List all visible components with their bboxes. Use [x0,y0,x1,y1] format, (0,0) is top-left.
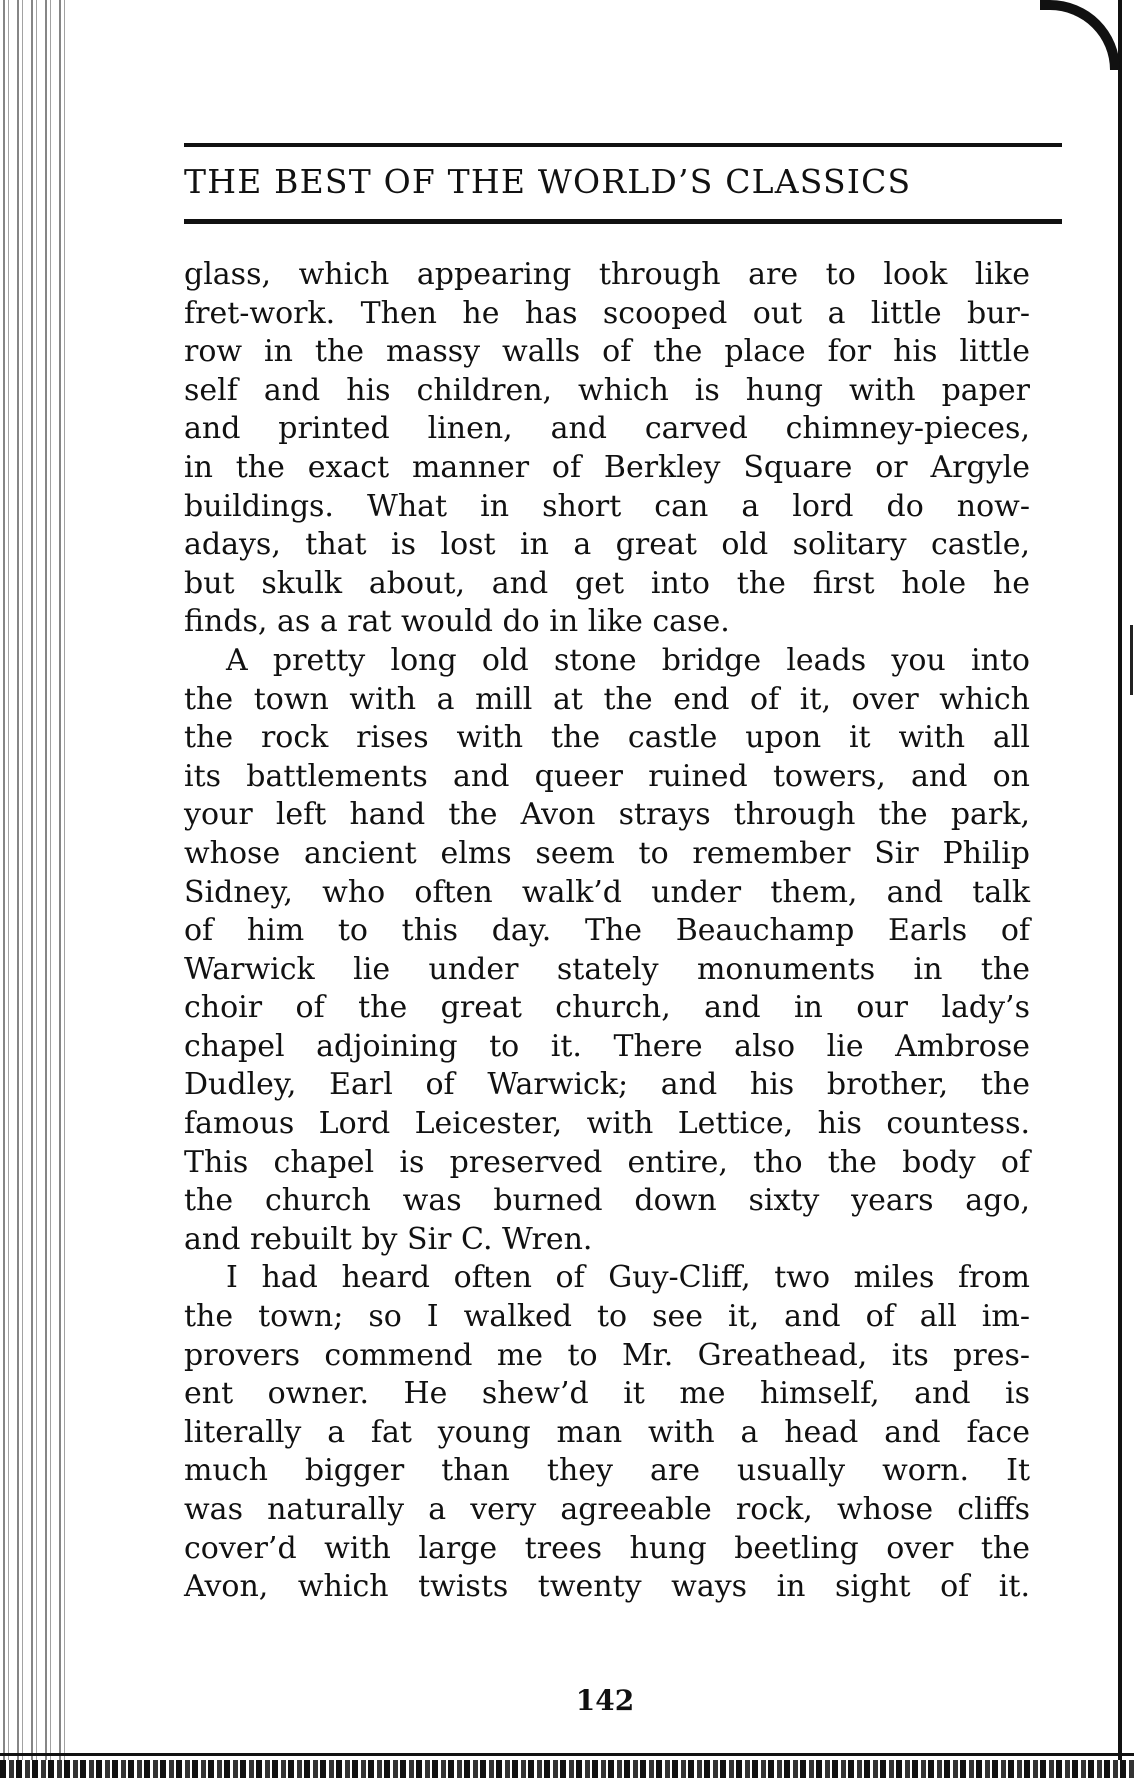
text-line: finds, as a rat would do in like case. [184,604,730,640]
text-line: This chapel is preserved entire, tho the body of [184,1144,1030,1180]
running-head: THE BEST OF THE WORLD’S CLASSICS [184,162,912,201]
text-line: ent owner. He shew’d it me himself, and is [184,1376,1030,1412]
text-line: provers commend me to Mr. Greathead, its pres- [184,1337,1030,1373]
text-line: row in the massy walls of the place for his little [184,334,1030,370]
text-line: the church was burned down sixty years ago, [184,1183,1030,1219]
text-line: and printed linen, and carved chimney-pieces, [184,411,1030,447]
text-line: the town; so I walked to see it, and of all im- [184,1299,1030,1335]
text-line: Warwick lie under stately monuments in the [184,951,1030,987]
text-line: much bigger than they are usually worn. It [184,1453,1030,1489]
text-line: the town with a mill at the end of it, over which [184,681,1030,717]
text-line: whose ancient elms seem to remember Sir Philip [184,835,1030,871]
text-line: the rock rises with the castle upon it with all [184,720,1030,756]
text-line: adays, that is lost in a great old solitary castle, [184,527,1030,563]
text-line: cover’d with large trees hung beetling over the [184,1530,1030,1566]
text-line: choir of the great church, and in our lady’s [184,990,1030,1026]
text-line: was naturally a very agreeable rock, whose cliffs [184,1492,1030,1527]
scan-edge-bottom-line [0,1753,1134,1756]
text-line: glass, which appearing through are to look like [184,257,1030,292]
scan-edge-right [1118,0,1134,1778]
text-line: of him to this day. The Beauchamp Earls of [184,913,1030,949]
text-line: A pretty long old stone bridge leads you into [226,642,1030,678]
paragraph [184,1259,1030,1606]
header-rule-bottom [184,219,1062,224]
scan-edge-bottom [0,1760,1134,1778]
scan-binding-edge-left [0,0,72,1778]
text-line: chapel adjoining to it. There also lie Ambrose [184,1028,1030,1064]
paragraph [184,642,1030,1260]
scan-page-curl [1040,0,1120,70]
text-line: your left hand the Avon strays through the park, [184,797,1030,833]
page-number: 142 [575,1684,635,1717]
text-line: self and his children, which is hung with paper [184,372,1030,408]
text-line: fret-work. Then he has scooped out a little bur- [184,295,1030,331]
text-line: in the exact manner of Berkley Square or Argyle [184,449,1030,485]
text-line: Dudley, Earl of Warwick; and his brother, the [184,1067,1030,1103]
text-line: but skulk about, and get into the first hole he [184,565,1030,601]
text-line: I had heard often of Guy-Cliff, two miles from [226,1260,1030,1296]
text-line: buildings. What in short can a lord do now- [184,488,1030,524]
text-line: Avon, which twists twenty ways in sight of it. [184,1569,1030,1605]
header-rule-top [184,143,1062,147]
text-line: literally a fat young man with a head and face [184,1414,1030,1450]
text-line: Sidney, who often walk’d under them, and talk [184,874,1030,910]
text-line: its battlements and queer ruined towers, and on [184,758,1030,794]
text-line: famous Lord Leicester, with Lettice, his countess. [184,1106,1030,1142]
paragraph [184,256,1030,642]
body-text [184,256,1030,1607]
text-line: and rebuilt by Sir C. Wren. [184,1221,593,1257]
scan-margin-mark [1130,625,1133,695]
